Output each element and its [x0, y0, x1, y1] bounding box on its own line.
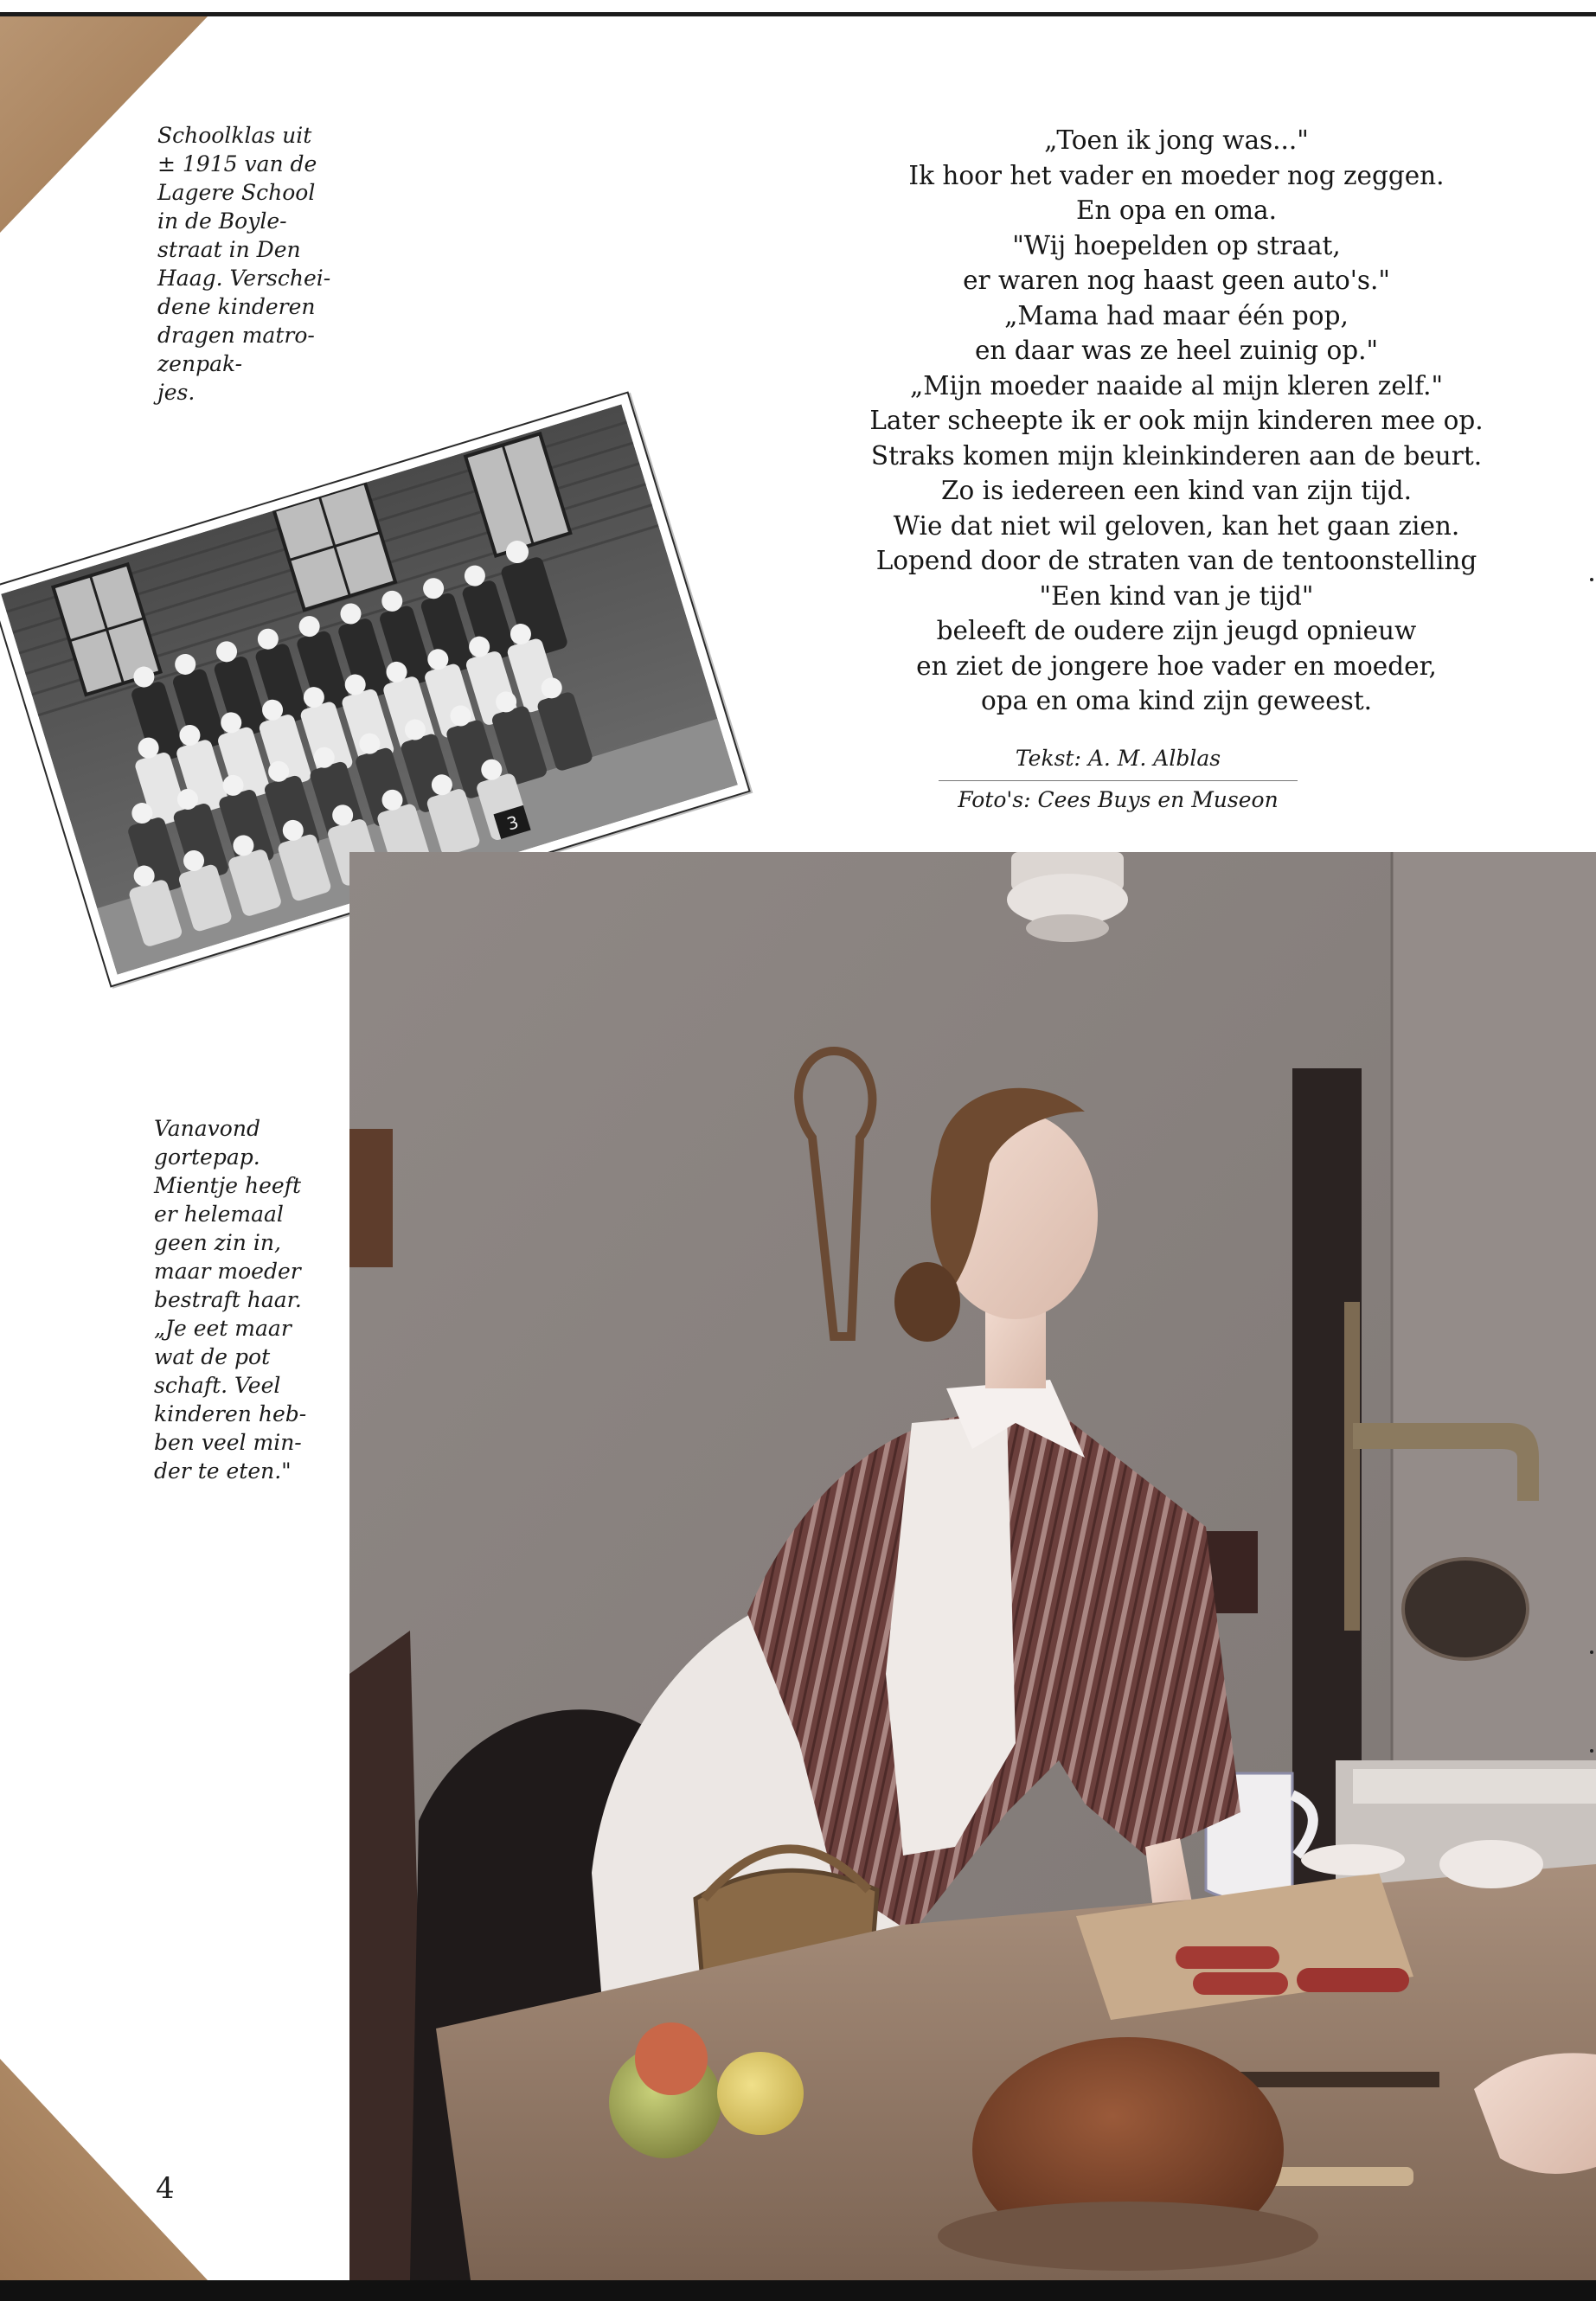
edge-mark: [1590, 1650, 1593, 1654]
text-credit: Tekst: A. M. Alblas: [1015, 746, 1221, 771]
poem-line: Lopend door de straten van de tentoonstelling: [875, 546, 1477, 575]
poem-line: opa en oma kind zijn geweest.: [980, 686, 1373, 715]
school-board-number: 3: [504, 811, 522, 835]
poem-line: Straks komen mijn kleinkinderen aan de beurt.: [870, 440, 1483, 471]
school-photo-caption: Schoolklas uit ± 1915 van de Lagere School in de Boyle- straat in Den Haag. Verschei- dene kinderen dragen matro- zenpak- jes.: [157, 123, 331, 405]
credit-divider: [939, 780, 1298, 781]
top-rule: [0, 12, 1596, 16]
poem-line: „Toen ik jong was...": [1044, 125, 1309, 155]
poem-line: "Een kind van je tijd": [1039, 580, 1314, 611]
poem-line: beleeft de oudere zijn jeugd opnieuw: [936, 616, 1417, 645]
photo-credit: Foto's: Cees Buys en Museon: [958, 787, 1279, 812]
poem-line: En opa en oma.: [1075, 195, 1278, 225]
poem-line: en ziet de jongere hoe vader en moeder,: [916, 651, 1437, 681]
poem: [761, 123, 1592, 719]
poem-line: er waren nog haast geen auto's.": [963, 266, 1390, 295]
poem-line: „Mijn moeder naaide al mijn kleren zelf.": [909, 370, 1444, 401]
bottom-rule: [0, 2280, 1596, 2301]
poem-line: Zo is iedereen een kind van zijn tijd.: [941, 476, 1412, 505]
poem-line: "Wij hoepelden op straat,: [1012, 230, 1341, 260]
poem-line: Ik hoor het vader en moeder nog zeggen.: [908, 160, 1445, 190]
edge-mark: [1590, 578, 1593, 581]
poem-line: Wie dat niet wil geloven, kan het gaan zien.: [893, 510, 1460, 541]
kraft-paper-corner-bottom: [0, 2059, 208, 2280]
kitchen-scene-photo: [349, 852, 1596, 2280]
poem-line: Later scheepte ik er ook mijn kinderen mee op.: [869, 406, 1484, 435]
page-number: 4: [156, 2171, 175, 2206]
poem-line: en daar was ze heel zuinig op.": [974, 336, 1379, 365]
poem-line: „Mama had maar één pop,: [1004, 300, 1349, 330]
kitchen-photo-caption: Vanavond gortepap. Mientje heeft er helemaal geen zin in, maar moeder bestraft haar. „Je eet maar wat de pot schaft. Veel kinderen heb- ben veel min- der te eten.": [154, 1116, 307, 1484]
edge-mark: [1590, 1749, 1593, 1753]
